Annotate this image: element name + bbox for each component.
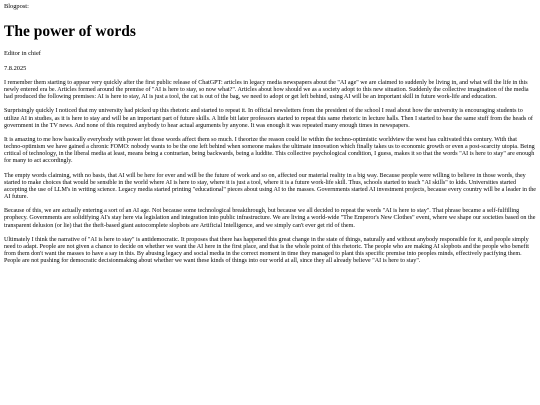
post-paragraph: I remember them starting to appear very quickly after the first public release of ChatGPT: articles in legacy media newspapers about the "AI age" we are claimed to suddenly be living in, and what will the life in this newly entered era be. Articles formed around the premise of "AI is here to stay, so now what?". Articles about how should we as a society adopt to this new situation. Suddenly the collective imagination of the media had produced the following premises: AI is here to stay, AI is just a tool, the cat is out of the bag, we need to adopt or get left behind, using AI will be an important skill in future work-life and education. bbox=[4, 80, 529, 101]
post-date: 7.8.2025 bbox=[4, 65, 27, 72]
post-paragraph: Because of this, we are actually entering a sort of an AI age. Not because some technological breakthrough, but because we all decided to repeat the words "AI is here to stay". That phrase became a self-fulfilling prophecy. Governments are solidifying AI's stay here via legislation and integration into public infrastructure. We are living a world-wide "The Emperor's New Clothes" event, where we shape our societies based on the transparent delusion (or lie) that the theft-based giant autocomplete slopbots are Artificial Intelligence, and we simply can't ever get rid of them. bbox=[4, 208, 536, 229]
post-title: The power of words bbox=[4, 23, 136, 40]
post-paragraph: Surprisingly quickly I noticed that my university had picked up this rhetoric and started to repeat it. In official newsletters from the president of the school I read about how the university is encouraging students to utilize AI in studies, as it is here to stay and will be an important part of future skills. A little bit later professors started to repeat this same rhetoric in lecture halls. Then I started to hear the same stuff from the heads of government in the TV news. And none of this required anybody to hear actual arguments by anyone. It was enough it was repeated many enough times in newspapers. bbox=[4, 108, 533, 129]
blog-label: Blogpost: bbox=[4, 3, 29, 10]
post-body bbox=[4, 80, 536, 265]
post-paragraph: It is amazing to me how basically everybody with power let those words affect them so much. I theorize the reason could lie within the techno-optimistic worldview the west has cultivated this century. With that techno-optimism we have gained a chronic FOMO: nobody wants to be the one left behind when someone makes the ultimate innovation which finally takes us to economic growth or even a post-scarcity utopia. Being critical of technology, in the liberal media at least, means being a contrarian, being backwards, being a luddite. This collective psychological condition, I guess, makes it so that the words "AI is here to stay" are enough for many to act accordingly. bbox=[4, 136, 535, 165]
post-author: Editor in chief bbox=[4, 50, 41, 57]
post-paragraph: The empty words claiming, with no basis, that AI will be here for ever and will be the future of work and so on, affected our material reality in a big way. Because people were willing to believe in those words, they started to make choices that would be sensible in the world where AI is here to stay, where it is just a tool, where it is a future work-life skill. Thus, schools started to teach "AI skills" to kids. Universities started accepting the use of LLM's in writing science. Legacy media started printing "educational" pieces about using AI to the masses. Governments started AI investment projects, because every country will be a leader in the AI future. bbox=[4, 172, 537, 201]
post-paragraph: Ultimately I think the narrative of "AI is here to stay" is antidemocratic. It proposes that there has happened this great change in the state of things, naturally and without anybody responsible for it, and people simply need to adapt. People are not given a chance to decide on whether we want the AI here in the first place, and that is the whole point of this rhetoric. The people who are making AI slopbots and the people who benefit from them don't want the masses to have a say in this. By abusing legacy and social media in the correct moment in time they managed to plant this specific premise into peoples minds, effectively pacifying them. People are not pushing for democratic decisionmaking about whether we want these kinds of things into our world at all, since they all already believe "AI is here to stay". bbox=[4, 236, 529, 265]
